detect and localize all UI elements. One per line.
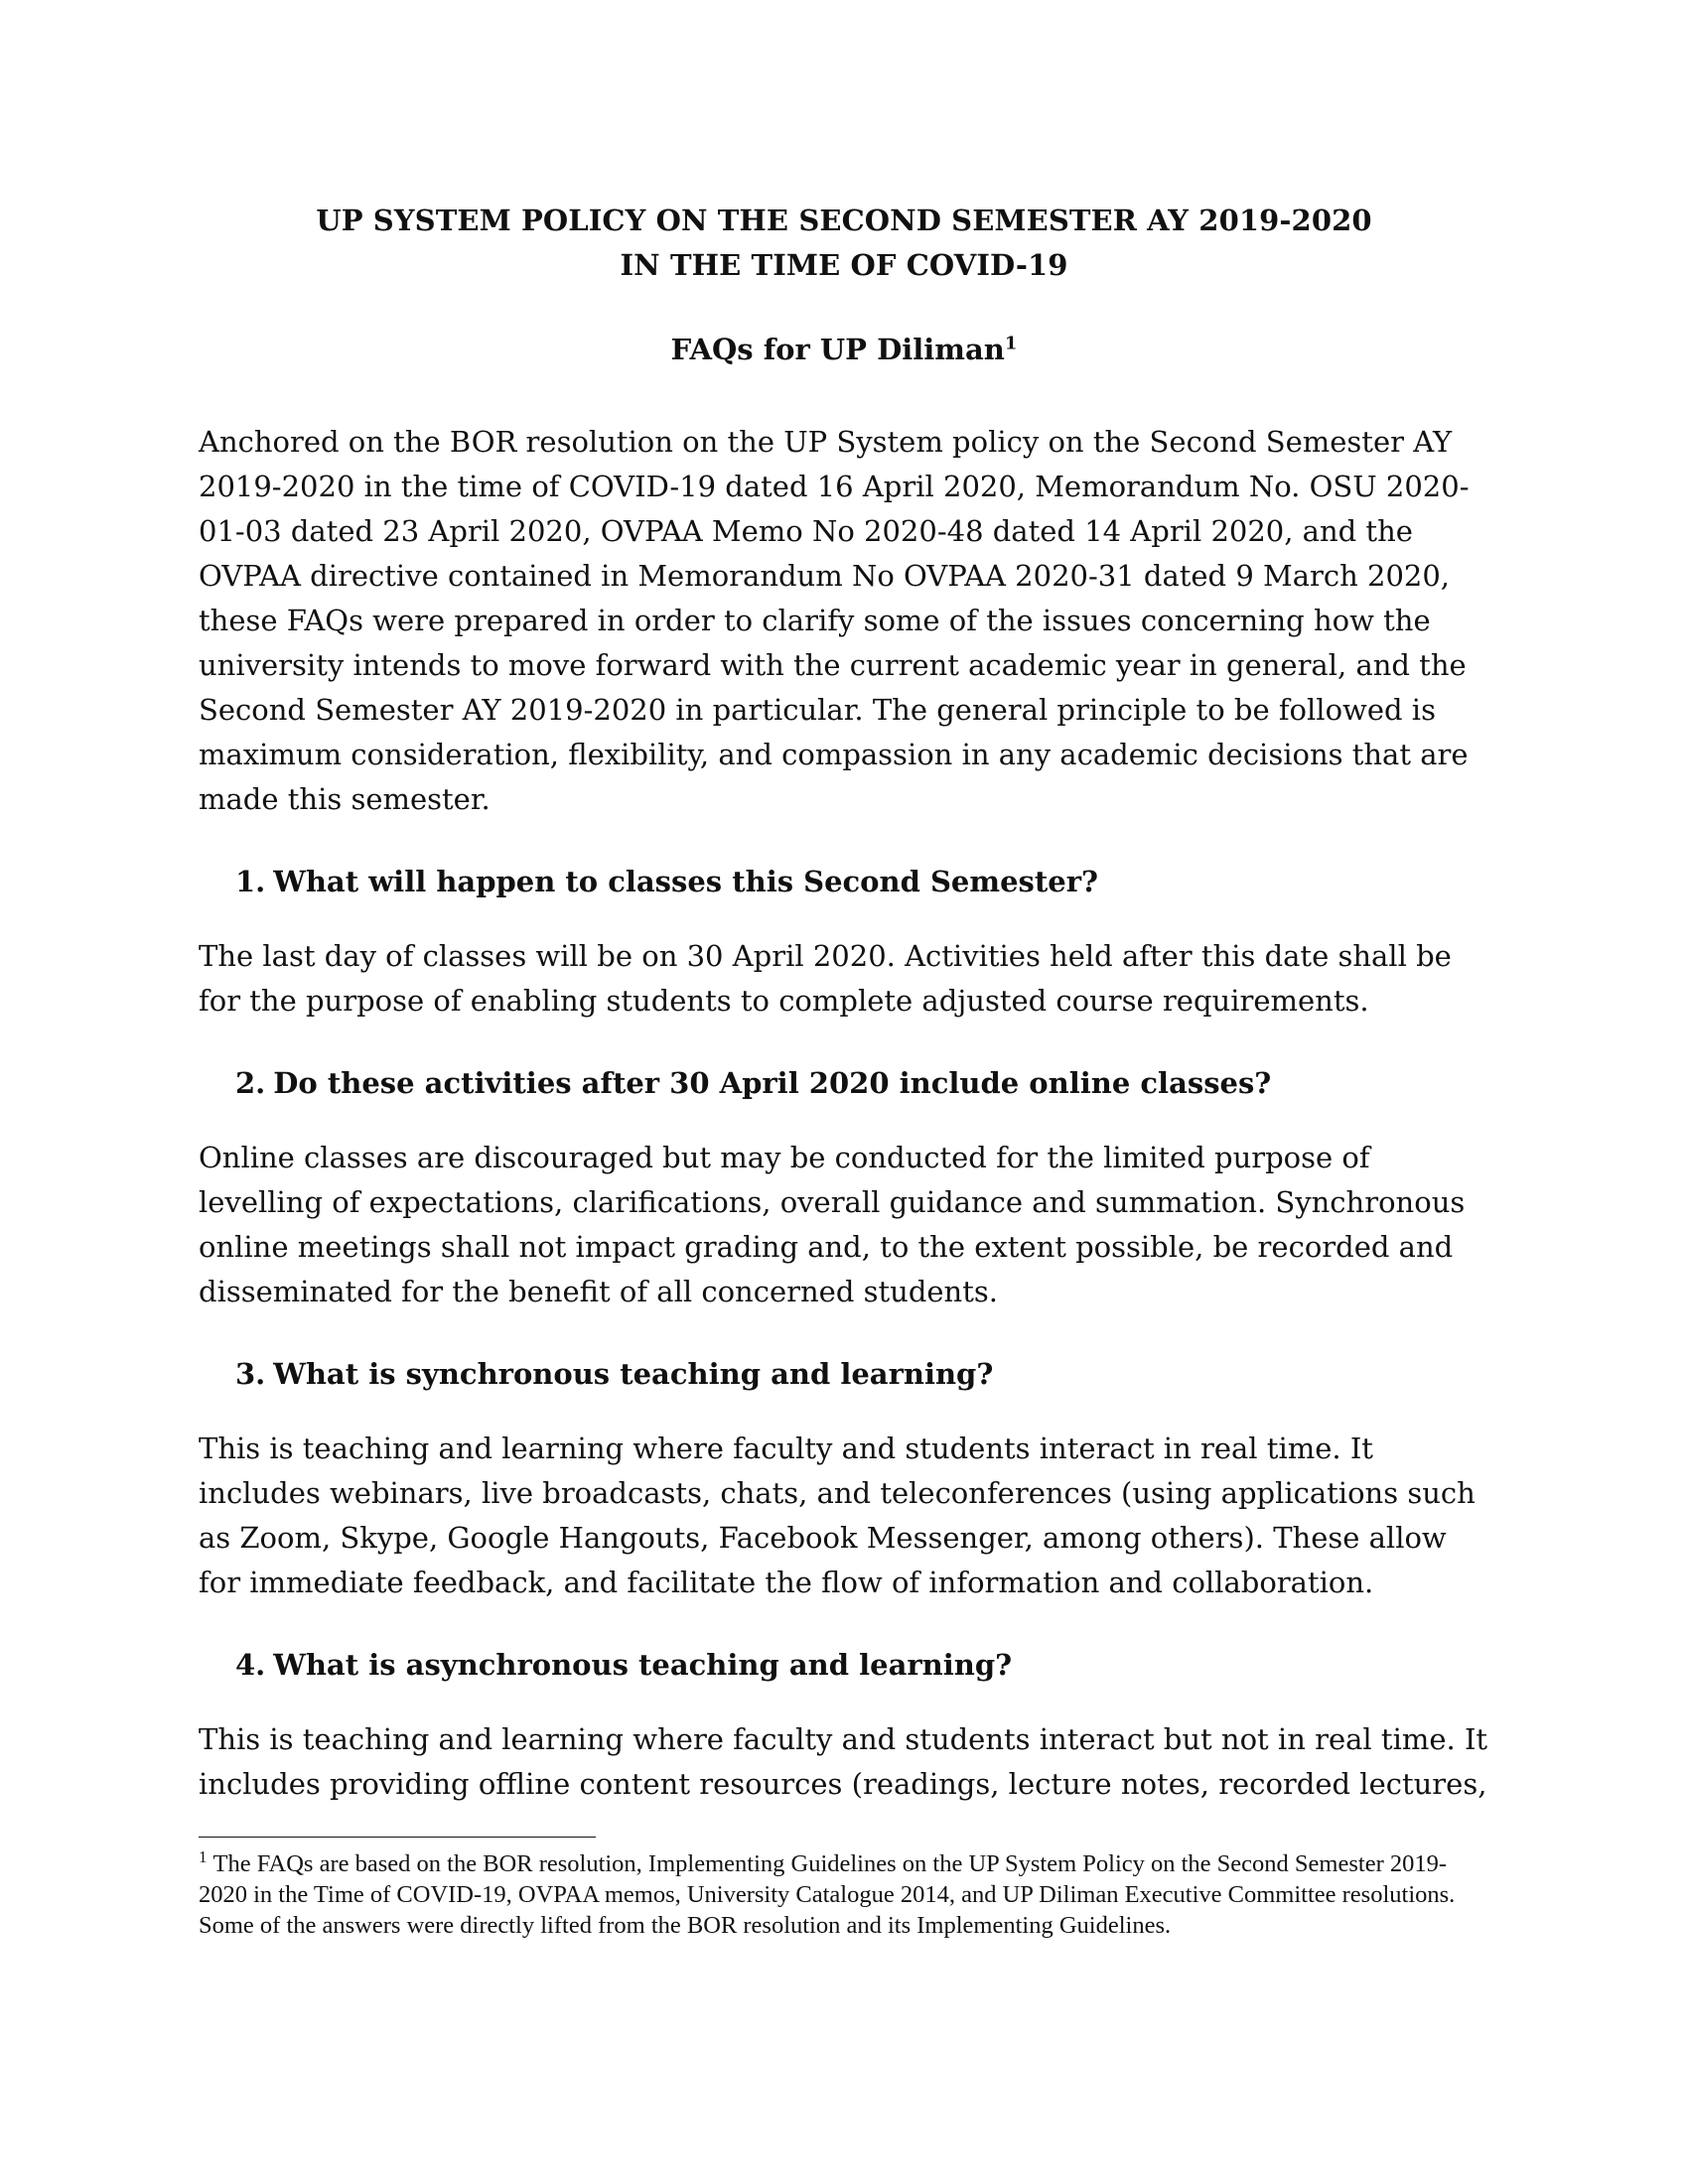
- document-body: [199, 199, 1489, 1807]
- subtitle-text: FAQs for UP Diliman: [670, 333, 1005, 366]
- faq-question-text: What will happen to classes this Second Semester?: [273, 865, 1098, 898]
- faq-item: [199, 1352, 1489, 1605]
- faq-question: [235, 1643, 1489, 1688]
- faq-item: [199, 860, 1489, 1024]
- footnote-reference[interactable]: 1: [1004, 333, 1018, 354]
- footnote: [199, 1848, 1489, 1941]
- faq-item: [199, 1061, 1489, 1314]
- faq-number: 2.: [235, 1066, 266, 1100]
- faq-answer: The last day of classes will be on 30 April 2020. Activities held after this date shall be for the purpose of enabling students to complete adjusted course requirements.: [199, 939, 1452, 1018]
- footnote-text: The FAQs are based on the BOR resolution, Implementing Guidelines on the UP System Policy on the Second Semester 2019-2020 in the Time of COVID-19, OVPAA memos, University Catalogue 2014, and UP Diliman Executive Committee resolutions. Some of the answers were directly lifted from the BOR resolution and its Implementing Guidelines.: [199, 1850, 1456, 1939]
- faq-question: [235, 1061, 1489, 1106]
- faq-question-text: What is asynchronous teaching and learning?: [273, 1648, 1013, 1682]
- faq-question-text: Do these activities after 30 April 2020 include online classes?: [273, 1066, 1272, 1100]
- faq-number: 3.: [235, 1357, 266, 1391]
- document-subtitle: [199, 328, 1489, 372]
- faq-answer: This is teaching and learning where faculty and students interact in real time. It includes webinars, live broadcasts, chats, and teleconferences (using applications such as Zoom, Skype, Google Hangouts, Facebook Messenger, among others). These allow for immediate feedback, and facilitate the flow of information and collaboration.: [199, 1432, 1476, 1599]
- faq-answer: Online classes are discouraged but may be conducted for the limited purpose of levelling of expectations, clarifications, overall guidance and summation. Synchronous online meetings shall not impact grading and, to the extent possible, be recorded and disseminated for the benefit of all concerned students.: [199, 1141, 1466, 1308]
- faq-question-text: What is synchronous teaching and learning?: [273, 1357, 994, 1391]
- document-title-line-2: IN THE TIME OF COVID-19: [620, 248, 1068, 282]
- faq-item: [199, 1643, 1489, 1807]
- faq-question: [235, 860, 1489, 904]
- intro-paragraph: Anchored on the BOR resolution on the UP System policy on the Second Semester AY 2019-2020 in the time of COVID-19 dated 16 April 2020, Memorandum No. OSU 2020-01-03 dated 23 April 2020, OVPAA Memo No 2020-48 dated 14 April 2020, and the OVPAA directive contained in Memorandum No OVPAA 2020-31 dated 9 March 2020, these FAQs were prepared in order to clarify some of the issues concerning how the university intends to move forward with the current academic year in general, and the Second Semester AY 2019-2020 in particular. The general principle to be followed is maximum consideration, flexibility, and compassion in any academic decisions that are made this semester.: [199, 425, 1470, 816]
- faq-answer: This is teaching and learning where faculty and students interact but not in real time. It includes providing offline content resources (readings, lecture notes, recorded lectures,: [199, 1722, 1488, 1801]
- footnote-divider: [199, 1837, 596, 1838]
- faq-question: [235, 1352, 1489, 1397]
- faq-number: 1.: [235, 865, 266, 898]
- document-title-line-1: UP SYSTEM POLICY ON THE SECOND SEMESTER AY 2019-2020: [316, 204, 1372, 237]
- footnote-mark: 1: [199, 1846, 208, 1866]
- faq-number: 4.: [235, 1648, 266, 1682]
